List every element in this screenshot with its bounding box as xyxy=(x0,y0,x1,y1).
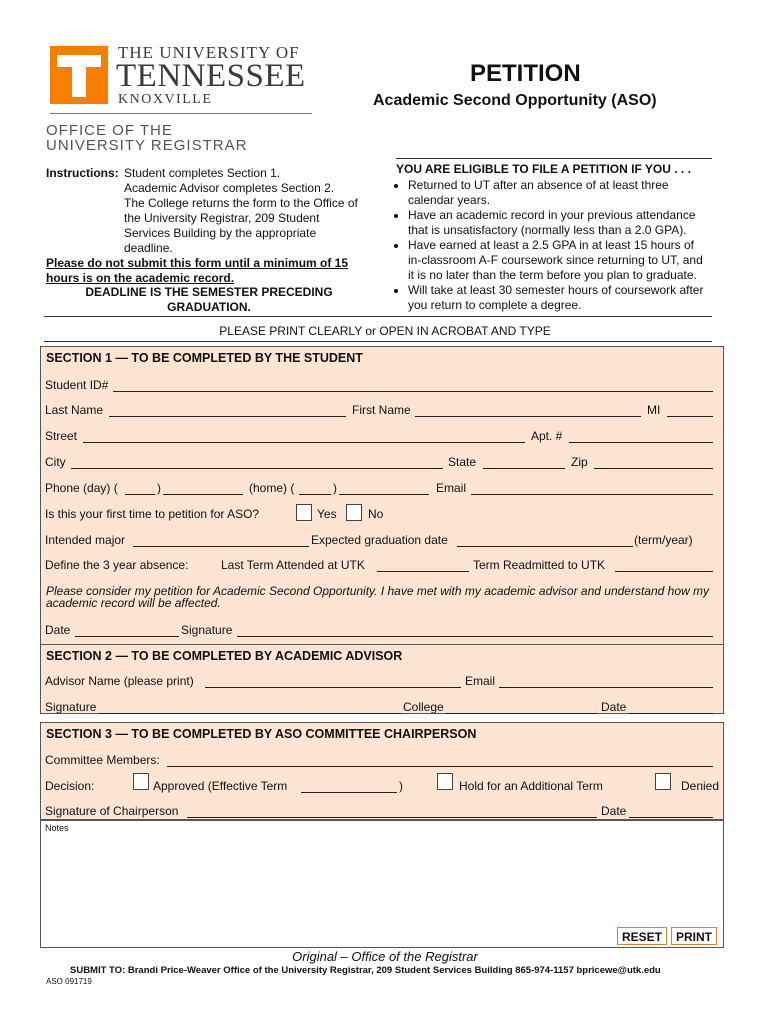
eligibility-heading: YOU ARE ELIGIBLE TO FILE A PETITION IF YOU . . . xyxy=(396,162,691,176)
city-label: City xyxy=(45,455,66,469)
university-name-line1: THE UNIVERSITY OF xyxy=(118,43,300,62)
advisor-signature-label: Signature xyxy=(45,700,97,714)
eligibility-top-rule xyxy=(396,158,712,159)
signature-label: Signature xyxy=(181,623,233,637)
divider xyxy=(44,316,712,317)
section-3-committee xyxy=(40,722,724,820)
student-id-label: Student ID# xyxy=(45,378,109,392)
zip-field[interactable] xyxy=(594,468,713,469)
no-label: No xyxy=(368,507,384,521)
phone-day-area-field[interactable] xyxy=(125,494,155,495)
advisor-email-label: Email xyxy=(465,674,496,688)
phone-home-area-field[interactable] xyxy=(299,494,331,495)
committee-members-label: Committee Members: xyxy=(45,753,160,767)
email-label: Email xyxy=(436,481,467,495)
absence-label: Define the 3 year absence: xyxy=(45,558,189,572)
first-name-field[interactable] xyxy=(415,416,641,417)
university-name-line3: KNOXVILLE xyxy=(118,92,213,107)
office-name-line1: OFFICE OF THE xyxy=(46,122,173,139)
zip-label: Zip xyxy=(571,455,588,469)
denied-label: Denied xyxy=(681,779,720,793)
instructions-text: Student completes Section 1. Academic Advisor completes Section 2. The College returns the form to the Office of the University Registrar, 209 Student Services Building by the appropriate deadline. xyxy=(124,166,358,255)
eligibility-item: • Have earned at least a 2.5 GPA in at least 15 hours of in-classroom A-F coursework since returning to UT, and it is no later than the term before you plan to graduate. xyxy=(408,238,724,283)
advisor-name-field[interactable] xyxy=(205,687,461,688)
eligibility-item: • Will take at least 30 semester hours of coursework after you return to complete a degree. xyxy=(408,283,724,313)
state-field[interactable] xyxy=(483,468,565,469)
denied-checkbox[interactable] xyxy=(655,773,671,790)
last-name-label: Last Name xyxy=(45,403,104,417)
last-term-field[interactable] xyxy=(377,571,469,572)
phone-home-field[interactable] xyxy=(339,494,429,495)
section-1-student xyxy=(40,346,724,645)
eligibility-list xyxy=(394,178,724,313)
first-name-label: First Name xyxy=(352,403,411,417)
eligibility-item: • Have an academic record in your previous attendance that is unsatisfactory (normally less than a 2.0 GPA). xyxy=(408,208,724,238)
petition-statement: Please consider my petition for Academic Second Opportunity. I have met with my academic advisor and understand how my academic record will be affected. xyxy=(46,584,709,610)
instructions-label: Instructions: xyxy=(46,166,119,180)
term-readmitted-field[interactable] xyxy=(615,571,713,572)
paren-close: ) xyxy=(333,481,337,495)
mi-label: MI xyxy=(647,403,661,417)
deadline-notice: DEADLINE IS THE SEMESTER PRECEDING GRADUATION. xyxy=(85,285,333,314)
advisor-email-field[interactable] xyxy=(499,687,713,688)
divider xyxy=(44,341,712,342)
page-subtitle: Academic Second Opportunity (ASO) xyxy=(373,92,657,109)
section-2-heading: SECTION 2 — TO BE COMPLETED BY ACADEMIC ADVISOR xyxy=(46,649,403,663)
ut-logo-icon xyxy=(50,46,108,104)
chairperson-date-field[interactable] xyxy=(629,817,713,818)
chairperson-date-label: Date xyxy=(601,804,627,818)
date-label: Date xyxy=(45,623,71,637)
advisor-name-label: Advisor Name (please print) xyxy=(45,674,194,688)
street-field[interactable] xyxy=(83,442,525,443)
intended-major-field[interactable] xyxy=(133,546,309,547)
mi-field[interactable] xyxy=(667,416,713,417)
last-term-label: Last Term Attended at UTK xyxy=(221,558,365,572)
advisor-date-field[interactable] xyxy=(629,713,713,714)
chairperson-signature-field[interactable] xyxy=(187,817,597,818)
phone-home-label: (home) ( xyxy=(249,481,295,495)
advisor-signature-field[interactable] xyxy=(99,713,401,714)
section-3-heading: SECTION 3 — TO BE COMPLETED BY ASO COMMITTEE CHAIRPERSON xyxy=(46,727,477,741)
city-field[interactable] xyxy=(71,468,443,469)
eligibility-item: • Returned to UT after an absence of at least three calendar years. xyxy=(408,178,724,208)
hold-label: Hold for an Additional Term xyxy=(459,779,603,793)
original-copy-note: Original – Office of the Registrar xyxy=(292,949,478,964)
advisor-date-label: Date xyxy=(601,700,627,714)
section-1-heading: SECTION 1 — TO BE COMPLETED BY THE STUDENT xyxy=(46,351,363,365)
submit-to-info: SUBMIT TO: Brandi Price-Weaver Office of the University Registrar, 209 Student Services Building 865-974-1157 bpricewe@utk.edu xyxy=(70,965,661,976)
section-2-advisor xyxy=(40,644,724,714)
signature-field[interactable] xyxy=(237,636,713,637)
committee-members-field[interactable] xyxy=(167,766,713,767)
form-code: ASO 091719 xyxy=(46,977,92,986)
last-name-field[interactable] xyxy=(109,416,346,417)
student-id-field[interactable] xyxy=(113,391,713,392)
college-label: College xyxy=(403,700,444,714)
intended-major-label: Intended major xyxy=(45,533,126,547)
hold-checkbox[interactable] xyxy=(437,773,453,790)
term-readmitted-label: Term Readmitted to UTK xyxy=(473,558,606,572)
logo-divider xyxy=(50,113,312,114)
graduation-date-field[interactable] xyxy=(457,546,633,547)
email-field[interactable] xyxy=(471,494,713,495)
phone-day-label: Phone (day) ( xyxy=(45,481,118,495)
apt-field[interactable] xyxy=(569,442,713,443)
street-label: Street xyxy=(45,429,78,443)
college-field[interactable] xyxy=(445,713,597,714)
term-year-label: (term/year) xyxy=(634,533,693,547)
no-checkbox[interactable] xyxy=(346,504,362,521)
phone-day-field[interactable] xyxy=(163,494,243,495)
effective-term-field[interactable] xyxy=(301,792,397,793)
apt-label: Apt. # xyxy=(531,429,563,443)
notes-box[interactable] xyxy=(40,820,724,948)
paren-close: ) xyxy=(157,481,161,495)
paren-close: ) xyxy=(399,779,403,793)
approved-checkbox[interactable] xyxy=(133,773,149,790)
first-time-question: Is this your first time to petition for ASO? xyxy=(45,507,260,521)
decision-label: Decision: xyxy=(45,779,95,793)
print-button[interactable]: PRINT xyxy=(671,927,717,945)
date-field[interactable] xyxy=(75,636,179,637)
chairperson-signature-label: Signature of Chairperson xyxy=(45,804,179,818)
page-title: PETITION xyxy=(470,60,581,87)
yes-checkbox[interactable] xyxy=(296,504,312,521)
yes-label: Yes xyxy=(317,507,337,521)
graduation-date-label: Expected graduation date xyxy=(311,533,448,547)
university-name-line2: TENNESSEE xyxy=(116,58,306,94)
reset-button[interactable]: RESET xyxy=(617,927,667,945)
notes-label: Notes xyxy=(45,823,69,833)
office-name-line2: UNIVERSITY REGISTRAR xyxy=(46,137,248,154)
state-label: State xyxy=(448,455,477,469)
approved-label: Approved (Effective Term xyxy=(153,779,288,793)
print-notice: PLEASE PRINT CLEARLY or OPEN IN ACROBAT AND TYPE xyxy=(219,324,551,338)
minimum-hours-warning: Please do not submit this form until a minimum of 15 hours is on the academic record. xyxy=(46,256,349,285)
